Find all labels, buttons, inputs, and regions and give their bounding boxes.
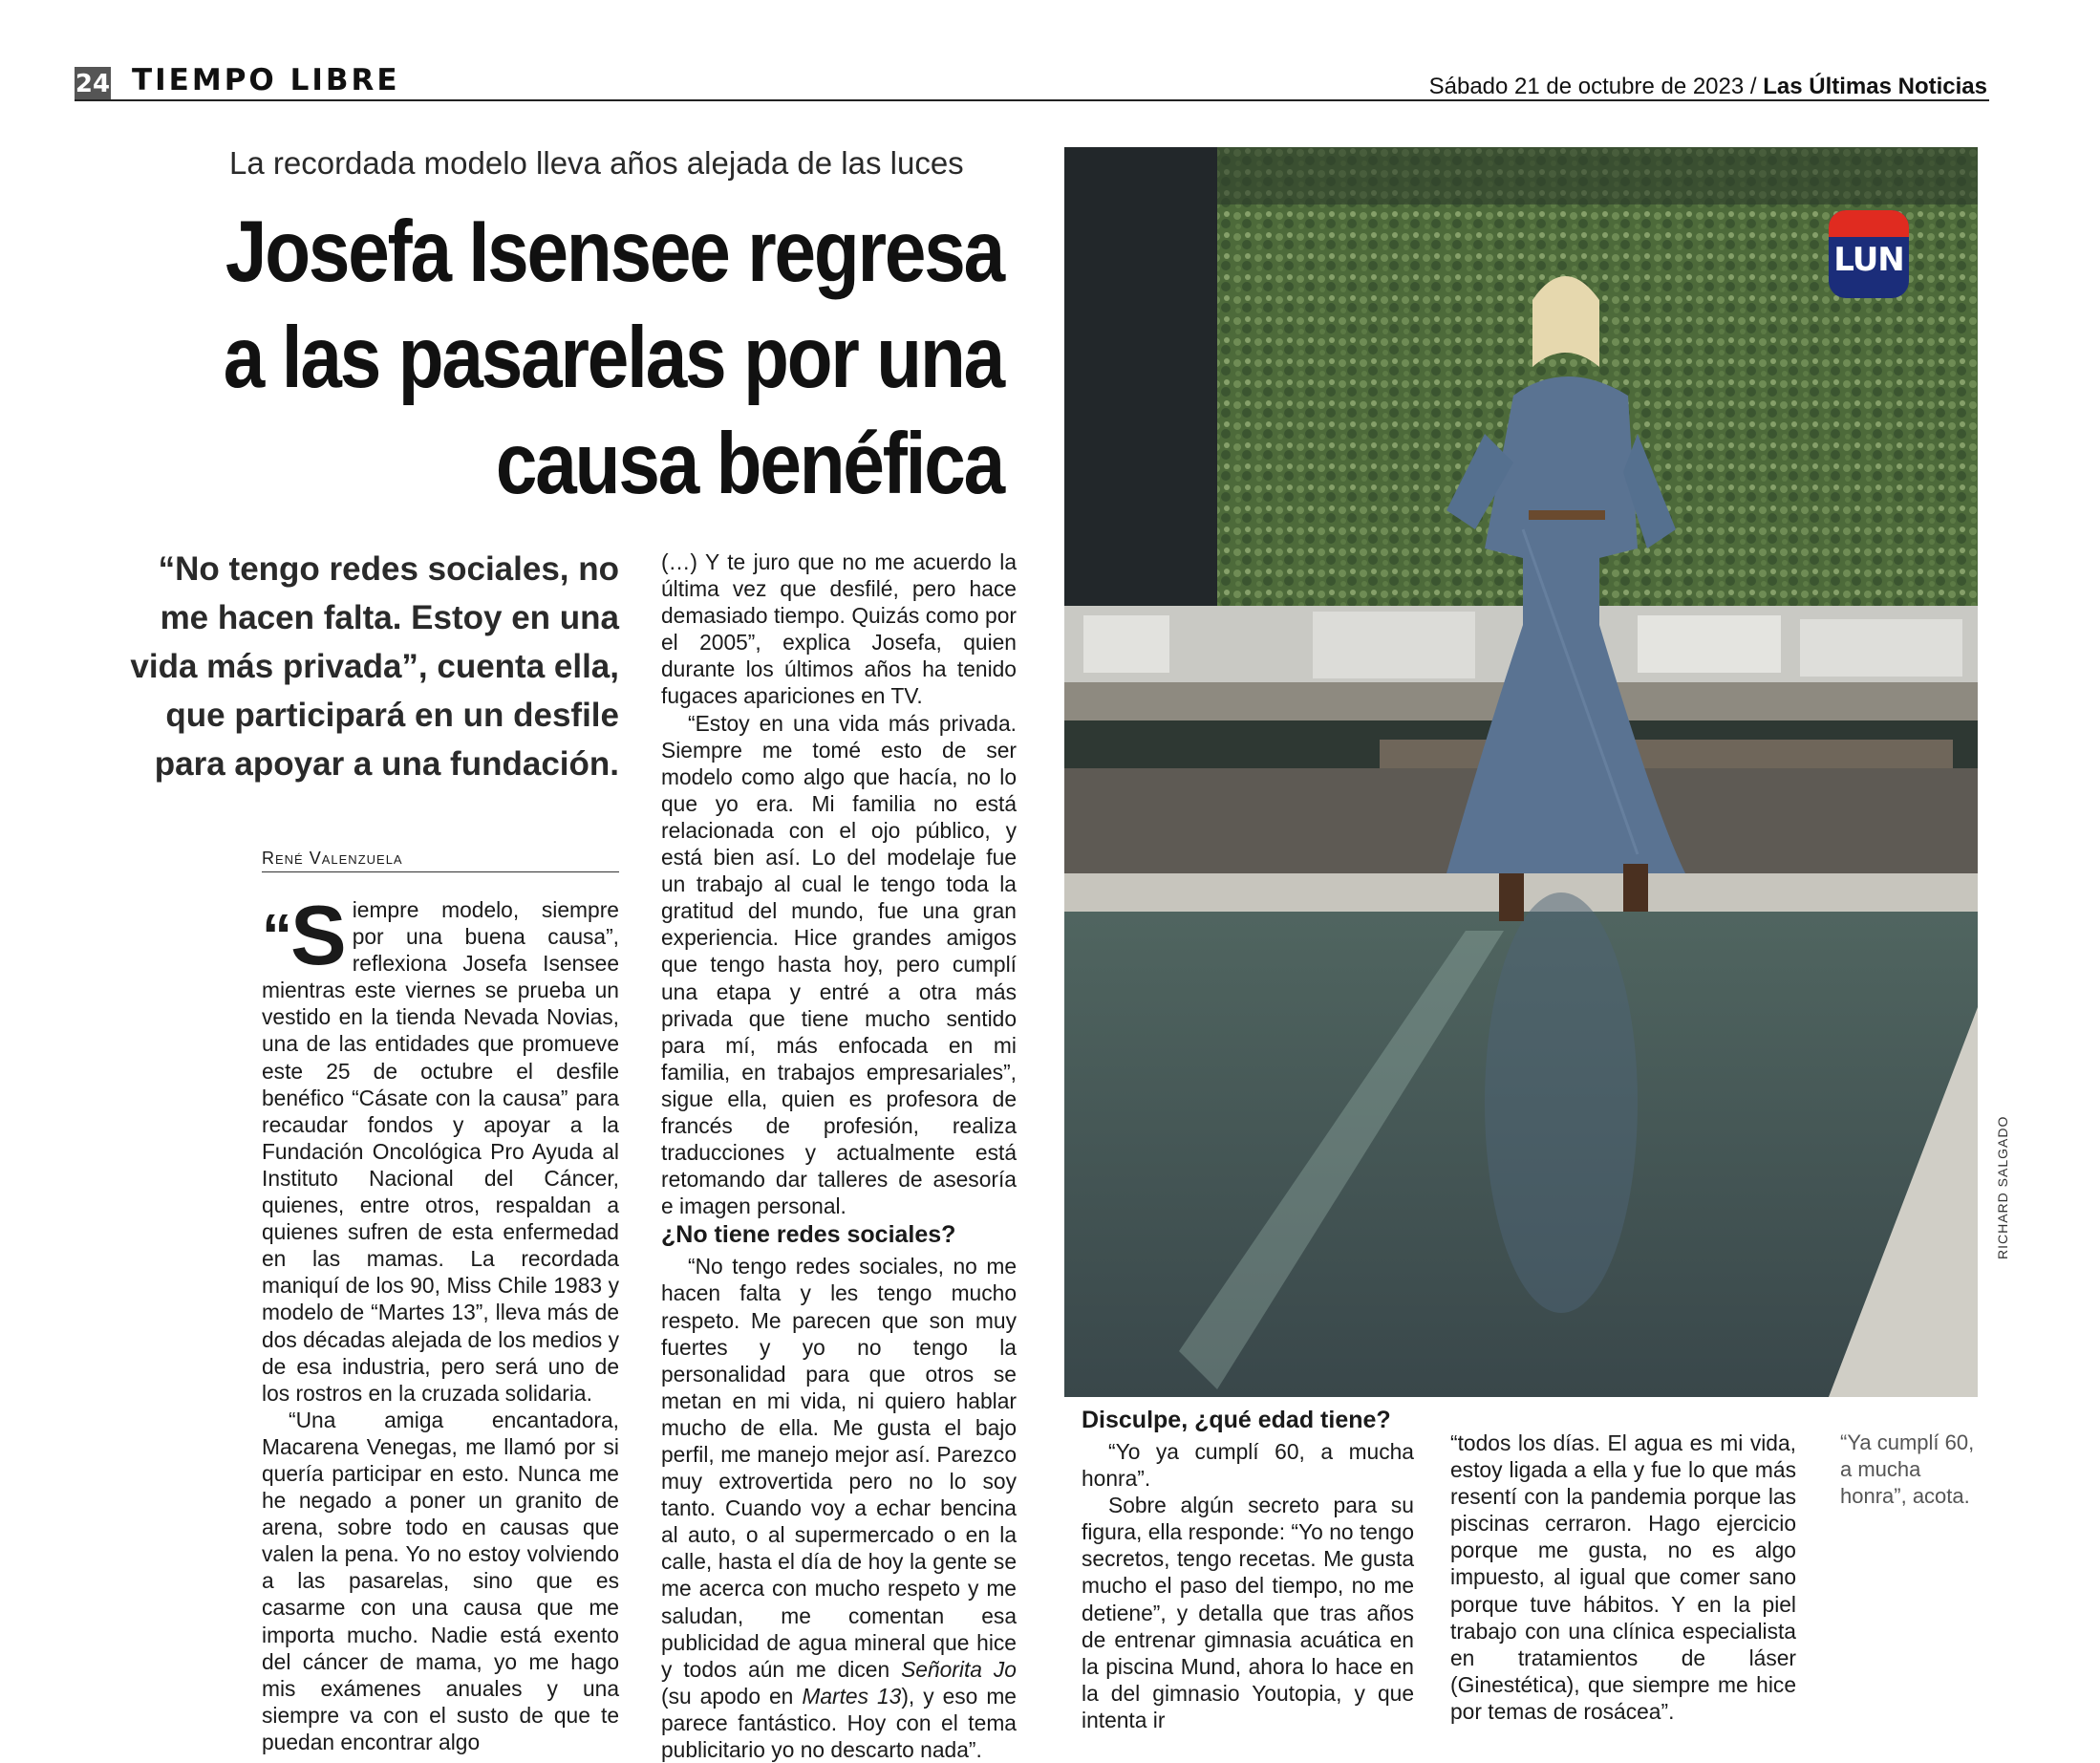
paragraph-text: “No tengo redes sociales, no me hacen falta y les tengo mucho respeto. Me parecen que son muy fuertes y yo no tengo la personalidad para que otros se metan en mi vida, ni quiero hablar mucho de ella. Me gusta el bajo perfil, me manejo mejor así. Parezco muy extrovertida pero no lo soy tanto. Cuando voy a echar bencina al auto, o al supermercado o en la calle, hasta el día de hoy la gente se me acerca con mucho respeto y me saludan, me comentan esa publicidad de agua mineral que hice y todos aún me dicen	[661, 1254, 1017, 1682]
deck: “No tengo redes sociales, no me hacen falta. Estoy en una vida más privada”, cuenta ella, que participará en un desfile para apoyar a una fundación.	[130, 550, 619, 783]
headline	[221, 199, 1003, 517]
pull-quote: “Ya cumplí 60, a mucha honra”, acota.	[1840, 1430, 1975, 1508]
nickname: Señorita Jo	[901, 1656, 1017, 1682]
dateline-separator: /	[1749, 74, 1757, 99]
paragraph: (…) Y te juro que no me acuerdo la última vez que desfilé, pero hace demasiado tiempo. Quizás como por el 2005”, explica Josefa, quien durante los últimos años ha tenido fugaces apariciones en TV.	[661, 549, 1017, 709]
drop-cap-letter: S	[290, 888, 347, 982]
lun-logo-text: LUN	[1833, 241, 1904, 279]
page-number: 24	[75, 67, 111, 101]
article-column-1	[262, 888, 619, 1755]
kicker: La recordada modelo lleva años alejada de las luces	[229, 145, 964, 181]
article-column-2	[661, 548, 1017, 1763]
drop-cap	[262, 888, 347, 982]
headline-line: Josefa Isensee regresa	[225, 204, 1003, 300]
headline-line: a las pasarelas por una	[223, 310, 1003, 406]
drop-cap-quote: “	[262, 901, 287, 970]
paragraph: “Una amiga encantadora, Macarena Venegas, me llamó por si quería participar en esto. Nunca me he negado a poner un granito de arena, sobre todo en causas que valen la pena. Yo no estoy volviendo a las pasarelas, sino que es casarme con una causa que me importa mucho. Nadie está exento del cáncer de mama, yo me hago mis exámenes anuales y una siempre va con el susto de que te puedan encontrar algo	[262, 1407, 619, 1754]
paragraph	[661, 1253, 1017, 1763]
lead-paragraph	[262, 888, 619, 1407]
article-photo	[1064, 147, 1978, 1397]
article-column-4	[1450, 1430, 1796, 1725]
subheading: Disculpe, ¿qué edad tiene?	[1082, 1407, 1391, 1433]
paragraph: Sobre algún secreto para su figura, ella responde: “Yo no tengo secretos, tengo recetas. Me gusta mucho el paso del tiempo, no me detiene”, y detalla que tras años de entrenar gimnasia acuática en la piscina Mund, ahora lo hace en la del gimnasio Youtopia, y que intenta ir	[1082, 1493, 1414, 1732]
paragraph: “Yo ya cumplí 60, a mucha honra”.	[1082, 1439, 1414, 1492]
subheading: ¿No tiene redes sociales?	[661, 1221, 956, 1249]
paragraph: “todos los días. El agua es mi vida, estoy ligada a ella y fue lo que más resentí con la pandemia porque las piscinas cerraron. Hago ejercicio porque me gusta, no es algo impuesto, al igual que comer sano porque tuve hábitos. Y en la piel trabajo con una clínica especialista en tratamientos de láser (Ginestética), que siempre me hice por temas de rosácea”.	[1450, 1430, 1796, 1724]
header-rule	[75, 99, 1989, 101]
publication-name: Las Últimas Noticias	[1763, 74, 1987, 99]
paragraph-text: iempre modelo, siempre por una buena causa”, reflexiona Josefa Isensee mientras este viernes se prueba un vestido en la tienda Nevada Novias, una de las entidades que promueve este 25 de octubre el desfile benéfico “Cásate con la causa” para recaudar fondos y apoyar a la Fundación Oncológica Pro Ayuda al Instituto Nacional del Cáncer, quienes, entre otros, respaldan a quienes sufren de esta enfermedad en las mamas. La recordada maniquí de los 90, Miss Chile 1983 y modelo de “Martes 13”, lleva más de dos décadas alejada de los medios y de esa industria, pero será uno de los rostros en la cruzada solidaria.	[262, 897, 619, 1406]
byline: René Valenzuela	[262, 847, 619, 872]
show-title: Martes 13	[802, 1683, 902, 1709]
photo-illustration	[1064, 147, 1978, 1397]
section-title: TIEMPO LIBRE	[132, 63, 400, 97]
paragraph: “Estoy en una vida más privada. Siempre me tomé esto de ser modelo como algo que hacía, no lo que yo era. Mi familia no está relacionada con el ojo público, y está bien así. Lo del modelaje fue un trabajo al cual le tengo toda la gratitud del mundo, fue una gran experiencia. Hice grandes amigos que tengo hasta hoy, pero cumplí una etapa y entré a otra más privada que tiene mucho sentido para mí, más enfocada en mi familia, en trabajos empresariales”, sigue ella, quien es profesora de francés de profesión, realiza traducciones y actualmente está retomando dar talleres de asesoría e imagen personal.	[661, 710, 1017, 1219]
issue-date: Sábado 21 de octubre de 2023	[1428, 74, 1745, 99]
paragraph-text: ), y eso me parece fantástico. Hoy con el tema publicitario yo no descarto nada”.	[661, 1683, 1017, 1763]
paragraph-text: (su apodo en	[661, 1683, 803, 1709]
lun-logo	[1829, 210, 1909, 298]
headline-line: causa benéfica	[495, 416, 1003, 512]
dateline	[1429, 73, 1987, 101]
article-column-3	[1082, 1405, 1414, 1733]
